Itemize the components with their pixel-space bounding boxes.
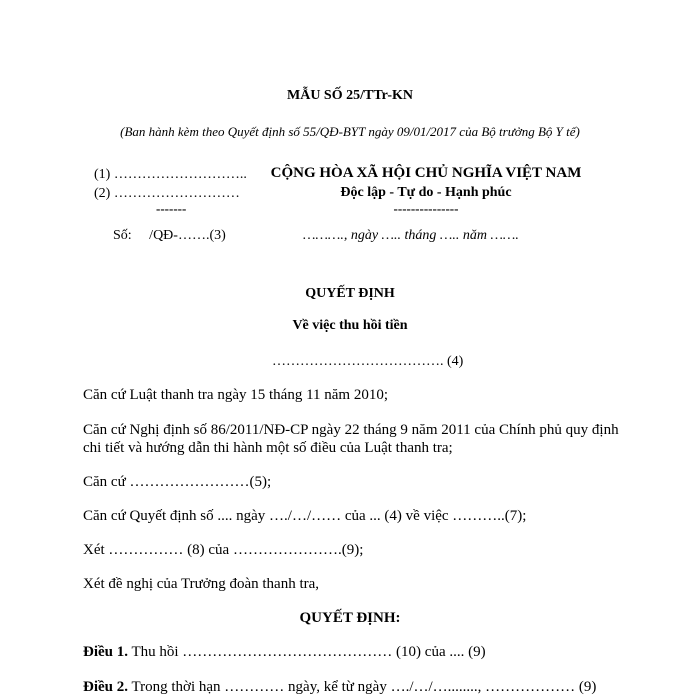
- national-motto: Độc lập - Tự do - Hạnh phúc: [340, 185, 512, 200]
- basis-law: Căn cứ Luật thanh tra ngày 15 tháng 11 năm 2010;: [83, 387, 389, 403]
- nation-name: CỘNG HÒA XÃ HỘI CHỦ NGHĨA VIỆT NAM: [270, 165, 582, 181]
- basis-decree-line-1: Căn cứ Nghị định số 86/2011/NĐ-CP ngày 22 tháng 9 năm 2011 của Chính phủ quy định: [83, 422, 619, 438]
- article-2-text: Trong thời hạn ………… ngày, kể từ ngày …./…/…........, ……………… (9): [128, 679, 597, 695]
- basis-other: Căn cứ ……………………(5);: [83, 474, 272, 490]
- decision-number: Số: /QĐ-…….(3): [113, 228, 226, 243]
- document-subject: Về việc thu hồi tiền: [292, 318, 408, 333]
- article-2-label: Điều 2.: [83, 679, 128, 695]
- issuer-line: ………………………………. (4): [272, 354, 464, 369]
- agency-line-2: (2) ………………………: [94, 186, 240, 201]
- consideration-line: Xét …………… (8) của ………………….(9);: [83, 542, 364, 558]
- proposal-line: Xét đề nghị của Trưởng đoàn thanh tra,: [83, 576, 320, 592]
- issuance-note: (Ban hành kèm theo Quyết định số 55/QĐ-BYT ngày 09/01/2017 của Bộ trưởng Bộ Y tế): [120, 124, 580, 139]
- article-1-text: Thu hồi …………………………………… (10) của .... (9): [128, 644, 486, 660]
- article-1: [83, 644, 486, 661]
- agency-line-1: (1) ………………………..: [94, 167, 247, 182]
- basis-decree-line-2: chi tiết và hướng dẫn thi hành một số điều của Luật thanh tra;: [83, 440, 453, 456]
- article-1-label: Điều 1.: [83, 644, 128, 660]
- left-divider: -------: [156, 201, 187, 216]
- decision-heading: QUYẾT ĐỊNH:: [299, 610, 401, 626]
- document-title: QUYẾT ĐỊNH: [305, 286, 395, 301]
- right-divider: ---------------: [393, 201, 459, 216]
- form-code: MẪU SỐ 25/TTr-KN: [287, 88, 413, 103]
- basis-decision: Căn cứ Quyết định số .... ngày …./…/…… của ... (4) về việc ………..(7);: [83, 508, 527, 524]
- place-date-line: ………., ngày ….. tháng ….. năm …….: [303, 228, 519, 243]
- article-2: [83, 679, 596, 696]
